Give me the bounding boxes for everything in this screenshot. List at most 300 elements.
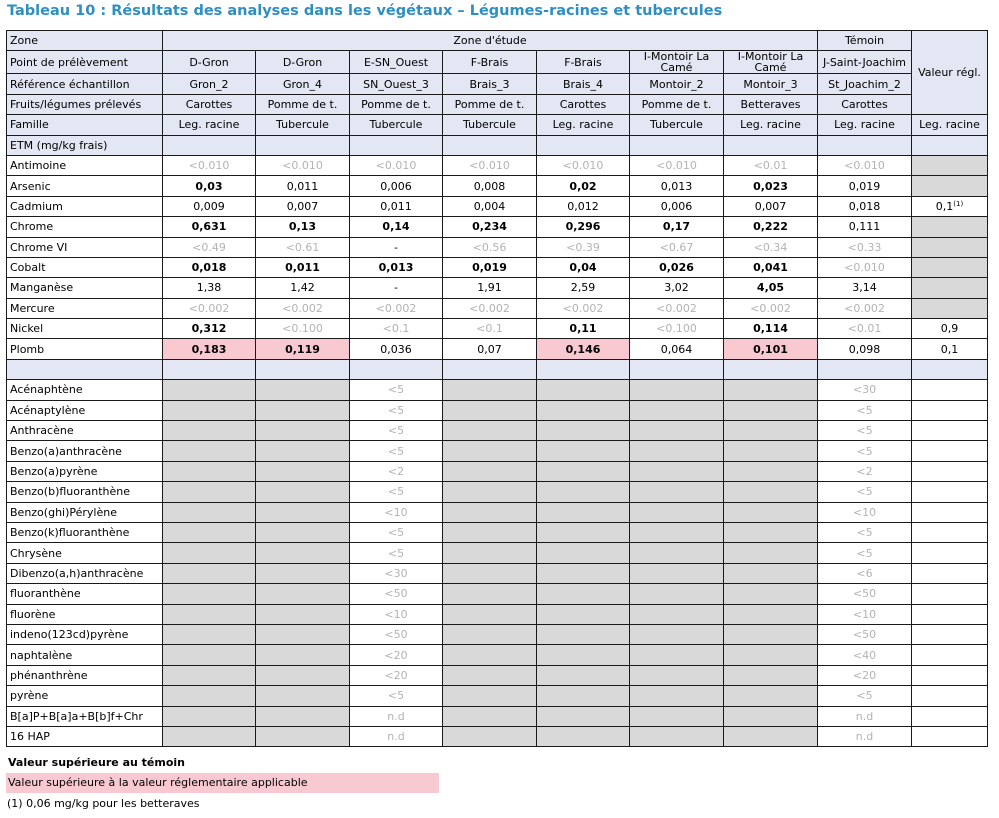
value-text: <0.100 <box>656 322 697 336</box>
fruit-cell: Pomme de t. <box>350 94 443 114</box>
value-text: 0,018 <box>848 199 881 213</box>
value-cell <box>630 319 724 339</box>
value-cell <box>724 624 818 644</box>
value-cell <box>443 665 537 685</box>
substance-name: Cobalt <box>7 257 163 277</box>
substance-name: Cadmium <box>7 196 163 216</box>
value-cell <box>350 278 443 298</box>
value-cell <box>912 482 988 502</box>
fruits-label: Fruits/légumes prélevés <box>7 94 163 114</box>
value-text: 0,011 <box>285 261 320 275</box>
value-cell: <10 <box>350 502 443 522</box>
value-cell <box>912 726 988 746</box>
valeur-regl-header: Valeur régl. <box>912 31 988 115</box>
value-cell: <20 <box>350 665 443 685</box>
value-cell <box>630 482 724 502</box>
separator-cell <box>630 359 724 379</box>
value-cell <box>912 237 988 257</box>
substance-name: fluoranthène <box>7 584 163 604</box>
fruits-row <box>7 94 988 114</box>
table-row <box>7 563 988 583</box>
value-cell <box>163 482 256 502</box>
value-cell <box>818 339 912 359</box>
fruit-cell: Carottes <box>818 94 912 114</box>
value-cell <box>163 502 256 522</box>
table-row <box>7 624 988 644</box>
value-cell <box>912 706 988 726</box>
value-cell <box>912 543 988 563</box>
value-cell <box>163 339 256 359</box>
value-text: 0,183 <box>191 342 227 356</box>
famille-row <box>7 115 988 135</box>
value-text: 1,91 <box>477 281 502 295</box>
value-cell <box>630 502 724 522</box>
value-cell <box>256 482 350 502</box>
value-cell <box>443 686 537 706</box>
value-cell <box>256 237 350 257</box>
value-cell <box>537 563 630 583</box>
substance-name: Nickel <box>7 319 163 339</box>
value-cell <box>443 421 537 441</box>
value-cell <box>443 584 537 604</box>
value-cell <box>443 543 537 563</box>
etm-empty-cell <box>256 135 350 155</box>
value-cell <box>537 482 630 502</box>
value-cell: <40 <box>818 645 912 665</box>
substance-name: Antimoine <box>7 155 163 175</box>
value-cell <box>163 604 256 624</box>
separator-cell <box>818 359 912 379</box>
zone-row <box>7 31 988 51</box>
value-cell <box>630 604 724 624</box>
etm-empty-cell <box>630 135 724 155</box>
value-cell <box>443 706 537 726</box>
table-row <box>7 604 988 624</box>
value-text: 1,38 <box>196 281 222 295</box>
value-cell <box>912 461 988 481</box>
value-text: 0,13 <box>288 220 317 234</box>
value-text: 0,1 <box>935 199 954 213</box>
value-cell <box>724 461 818 481</box>
point-cell: E-SN_Ouest <box>350 51 443 74</box>
value-cell <box>256 502 350 522</box>
famille-label: Famille <box>7 115 163 135</box>
value-cell: <5 <box>818 522 912 542</box>
separator-cell <box>724 359 818 379</box>
table-row <box>7 155 988 175</box>
value-cell <box>163 441 256 461</box>
value-text: <0.1 <box>476 322 503 336</box>
value-text: <0.39 <box>566 240 600 254</box>
value-cell <box>630 726 724 746</box>
value-text: <0.1 <box>382 322 410 336</box>
value-cell <box>537 400 630 420</box>
value-text: 0,9 <box>940 322 959 336</box>
value-cell <box>443 278 537 298</box>
value-cell <box>443 563 537 583</box>
separator-cell <box>443 359 537 379</box>
value-text: 2,59 <box>570 281 596 295</box>
value-text: <0.01 <box>847 322 882 336</box>
value-text: 0,041 <box>753 261 788 275</box>
value-cell <box>256 196 350 216</box>
value-cell <box>537 543 630 563</box>
value-cell <box>256 686 350 706</box>
value-cell <box>443 196 537 216</box>
etm-empty-cell <box>350 135 443 155</box>
table-row <box>7 441 988 461</box>
value-cell: <5 <box>350 421 443 441</box>
value-cell <box>443 522 537 542</box>
value-text: 0,036 <box>380 342 412 356</box>
value-cell <box>256 624 350 644</box>
value-cell <box>537 522 630 542</box>
value-cell: <5 <box>818 400 912 420</box>
value-cell <box>912 278 988 298</box>
substance-name: 16 HAP <box>7 726 163 746</box>
legend <box>6 755 439 813</box>
value-text: <0.34 <box>753 240 788 254</box>
value-cell <box>256 278 350 298</box>
value-cell <box>537 176 630 196</box>
value-cell <box>256 380 350 400</box>
fruit-cell: Pomme de t. <box>630 94 724 114</box>
value-text: <0.010 <box>844 159 885 173</box>
reference-cell: St_Joachim_2 <box>818 74 912 94</box>
value-cell <box>724 339 818 359</box>
value-cell <box>630 441 724 461</box>
reference-row <box>7 74 988 94</box>
substance-name: Arsenic <box>7 176 163 196</box>
zone-label: Zone <box>7 31 163 51</box>
value-cell <box>443 461 537 481</box>
value-text: 0,011 <box>380 199 412 213</box>
value-cell <box>537 441 630 461</box>
value-text: 0,019 <box>472 261 507 275</box>
value-cell <box>912 665 988 685</box>
value-cell <box>912 502 988 522</box>
substance-name: Benzo(a)anthracène <box>7 441 163 461</box>
value-text: <0.01 <box>753 159 788 173</box>
value-cell: <5 <box>818 421 912 441</box>
value-cell <box>912 217 988 237</box>
value-cell <box>724 726 818 746</box>
substance-name: indeno(123cd)pyrène <box>7 624 163 644</box>
substance-name: fluorène <box>7 604 163 624</box>
substance-name: Mercure <box>7 298 163 318</box>
value-cell <box>912 339 988 359</box>
value-cell <box>912 421 988 441</box>
value-cell <box>443 176 537 196</box>
value-cell <box>163 237 256 257</box>
table-row <box>7 482 988 502</box>
value-cell: <5 <box>818 441 912 461</box>
famille-cell: Tubercule <box>256 115 350 135</box>
table-row <box>7 421 988 441</box>
separator-row <box>7 359 988 379</box>
legend-temoin-note: Valeur supérieure au témoin <box>8 756 185 769</box>
famille-cell: Leg. racine <box>724 115 818 135</box>
value-text: 0,026 <box>659 261 694 275</box>
substance-name: Benzo(b)fluoranthène <box>7 482 163 502</box>
value-cell <box>724 522 818 542</box>
value-cell <box>630 543 724 563</box>
value-cell: <5 <box>350 441 443 461</box>
value-cell <box>724 502 818 522</box>
value-text: 0,631 <box>191 220 227 234</box>
value-cell <box>818 319 912 339</box>
value-text: <0.010 <box>469 159 510 173</box>
value-cell <box>537 380 630 400</box>
value-text: 3,14 <box>852 281 877 295</box>
value-cell <box>630 584 724 604</box>
value-cell <box>163 400 256 420</box>
reference-cell: SN_Ouest_3 <box>350 74 443 94</box>
value-cell <box>256 176 350 196</box>
value-text: <0.56 <box>472 240 507 254</box>
value-cell <box>630 461 724 481</box>
value-cell <box>912 298 988 318</box>
reference-cell: Gron_4 <box>256 74 350 94</box>
substance-name: Anthracène <box>7 421 163 441</box>
value-text: 0,296 <box>565 220 601 234</box>
value-cell <box>912 584 988 604</box>
value-text: 0,013 <box>660 179 693 193</box>
substance-name: Chrome <box>7 217 163 237</box>
etm-label: ETM (mg/kg frais) <box>7 135 163 155</box>
value-cell <box>537 461 630 481</box>
legend-footnote: (1) 0,06 mg/kg pour les betteraves <box>7 797 200 810</box>
value-cell <box>163 686 256 706</box>
value-text: 0,007 <box>286 199 319 213</box>
fruit-cell: Pomme de t. <box>256 94 350 114</box>
value-text: 0,012 <box>567 199 599 213</box>
table-row <box>7 461 988 481</box>
value-cell <box>630 237 724 257</box>
value-cell <box>912 645 988 665</box>
value-text: 0,114 <box>753 322 788 336</box>
value-text: <0.002 <box>844 301 885 315</box>
value-cell <box>912 155 988 175</box>
point-cell: D-Gron <box>163 51 256 74</box>
substance-name: Chrysène <box>7 543 163 563</box>
value-cell <box>443 237 537 257</box>
value-cell <box>443 257 537 277</box>
value-cell <box>443 502 537 522</box>
table-row <box>7 726 988 746</box>
point-label: Point de prélèvement <box>7 51 163 74</box>
point-row <box>7 51 988 74</box>
fruit-cell: Pomme de t. <box>443 94 537 114</box>
value-cell <box>630 624 724 644</box>
value-cell <box>630 645 724 665</box>
value-cell <box>256 665 350 685</box>
value-cell <box>724 298 818 318</box>
legend-regl-note: Valeur supérieure à la valeur réglementaire applicable <box>6 773 439 793</box>
value-text: 0,17 <box>662 220 691 234</box>
famille-cell: Tubercule <box>443 115 537 135</box>
value-text: 0,004 <box>473 199 506 213</box>
value-text: 0,234 <box>472 220 507 234</box>
value-cell: <5 <box>350 380 443 400</box>
value-text: <0.49 <box>192 240 226 254</box>
value-cell <box>630 176 724 196</box>
table-row <box>7 400 988 420</box>
value-cell <box>163 319 256 339</box>
value-cell <box>630 400 724 420</box>
table-row <box>7 706 988 726</box>
value-cell <box>256 319 350 339</box>
table-row <box>7 665 988 685</box>
table-row <box>7 278 988 298</box>
value-text: 0,03 <box>195 179 223 193</box>
point-cell: F-Brais <box>537 51 630 74</box>
value-text: 0,008 <box>473 179 506 193</box>
value-cell <box>163 380 256 400</box>
table-row <box>7 298 988 318</box>
value-text: 0,222 <box>753 220 788 234</box>
value-cell <box>912 563 988 583</box>
substance-name: Manganèse <box>7 278 163 298</box>
value-cell <box>443 400 537 420</box>
separator-cell <box>912 359 988 379</box>
value-cell <box>443 339 537 359</box>
value-cell <box>818 278 912 298</box>
etm-empty-cell <box>912 135 988 155</box>
value-cell <box>256 257 350 277</box>
reference-cell: Brais_4 <box>537 74 630 94</box>
value-cell <box>256 645 350 665</box>
value-cell <box>443 217 537 237</box>
value-cell <box>350 319 443 339</box>
value-cell: n.d <box>350 726 443 746</box>
value-cell <box>537 278 630 298</box>
value-cell <box>537 665 630 685</box>
value-cell <box>537 726 630 746</box>
value-cell: <2 <box>350 461 443 481</box>
value-cell <box>818 176 912 196</box>
value-text: <0.67 <box>659 240 694 254</box>
fruit-cell: Carottes <box>537 94 630 114</box>
value-cell <box>443 604 537 624</box>
value-cell <box>724 543 818 563</box>
substance-name: Acénaptylène <box>7 400 163 420</box>
value-text: <0.010 <box>562 159 604 173</box>
value-text: <0.002 <box>375 301 417 315</box>
value-text: 0,011 <box>286 179 319 193</box>
value-cell <box>912 257 988 277</box>
table-row <box>7 543 988 563</box>
value-cell <box>537 257 630 277</box>
value-cell <box>163 584 256 604</box>
value-cell <box>163 461 256 481</box>
value-cell <box>630 380 724 400</box>
substance-name: Benzo(k)fluoranthène <box>7 522 163 542</box>
value-text: 0,018 <box>191 261 227 275</box>
value-text: 0,006 <box>380 179 412 193</box>
famille-cell: Leg. racine <box>912 115 988 135</box>
value-text: <0.61 <box>285 240 320 254</box>
value-cell <box>163 421 256 441</box>
value-cell: <50 <box>350 624 443 644</box>
separator-cell <box>256 359 350 379</box>
value-cell <box>724 380 818 400</box>
value-cell <box>350 298 443 318</box>
table-row <box>7 686 988 706</box>
value-cell <box>163 278 256 298</box>
substance-name: phénanthrène <box>7 665 163 685</box>
value-text: <0.010 <box>844 261 885 275</box>
value-cell <box>537 604 630 624</box>
value-cell <box>350 176 443 196</box>
value-text: <0.002 <box>188 301 230 315</box>
table-title: Tableau 10 : Résultats des analyses dans les végétaux – Légumes-racines et tubercules <box>7 3 723 19</box>
value-text: <0.010 <box>188 159 230 173</box>
value-cell <box>256 217 350 237</box>
value-cell: <10 <box>818 604 912 624</box>
value-cell <box>630 706 724 726</box>
value-text: 0,064 <box>660 342 693 356</box>
value-cell <box>912 522 988 542</box>
value-text: 0,119 <box>285 342 320 356</box>
value-text: 1,42 <box>290 281 315 295</box>
value-cell <box>724 645 818 665</box>
reference-cell: Montoir_3 <box>724 74 818 94</box>
etm-empty-cell <box>724 135 818 155</box>
value-cell <box>818 155 912 175</box>
value-text: <0.010 <box>375 159 417 173</box>
value-cell <box>724 155 818 175</box>
value-cell <box>537 645 630 665</box>
value-cell <box>163 298 256 318</box>
value-text: 0,007 <box>754 199 787 213</box>
separator-cell <box>163 359 256 379</box>
value-cell: <10 <box>818 502 912 522</box>
value-cell <box>350 257 443 277</box>
value-cell <box>537 196 630 216</box>
value-cell <box>630 217 724 237</box>
value-text: 0,11 <box>569 322 597 336</box>
substance-name: Dibenzo(a,h)anthracène <box>7 563 163 583</box>
value-text: 0,146 <box>565 342 601 356</box>
point-cell: I-Montoir La Camé <box>630 51 724 74</box>
value-cell <box>537 217 630 237</box>
value-cell <box>630 339 724 359</box>
value-cell <box>537 421 630 441</box>
substance-name: Benzo(a)pyrène <box>7 461 163 481</box>
value-cell <box>724 319 818 339</box>
value-cell <box>630 298 724 318</box>
value-cell: <5 <box>818 686 912 706</box>
value-cell <box>912 319 988 339</box>
value-cell <box>256 155 350 175</box>
table-row <box>7 196 988 216</box>
substance-name: naphtalène <box>7 645 163 665</box>
value-cell <box>256 706 350 726</box>
value-text: <0.002 <box>750 301 791 315</box>
fruit-cell: Carottes <box>163 94 256 114</box>
value-cell <box>537 339 630 359</box>
value-cell <box>724 421 818 441</box>
value-cell <box>630 278 724 298</box>
value-cell <box>537 155 630 175</box>
substance-name: B[a]P+B[a]a+B[b]f+Chr <box>7 706 163 726</box>
value-cell <box>256 400 350 420</box>
value-cell <box>350 237 443 257</box>
value-text: <0.100 <box>282 322 323 336</box>
point-cell: F-Brais <box>443 51 537 74</box>
value-cell <box>256 604 350 624</box>
